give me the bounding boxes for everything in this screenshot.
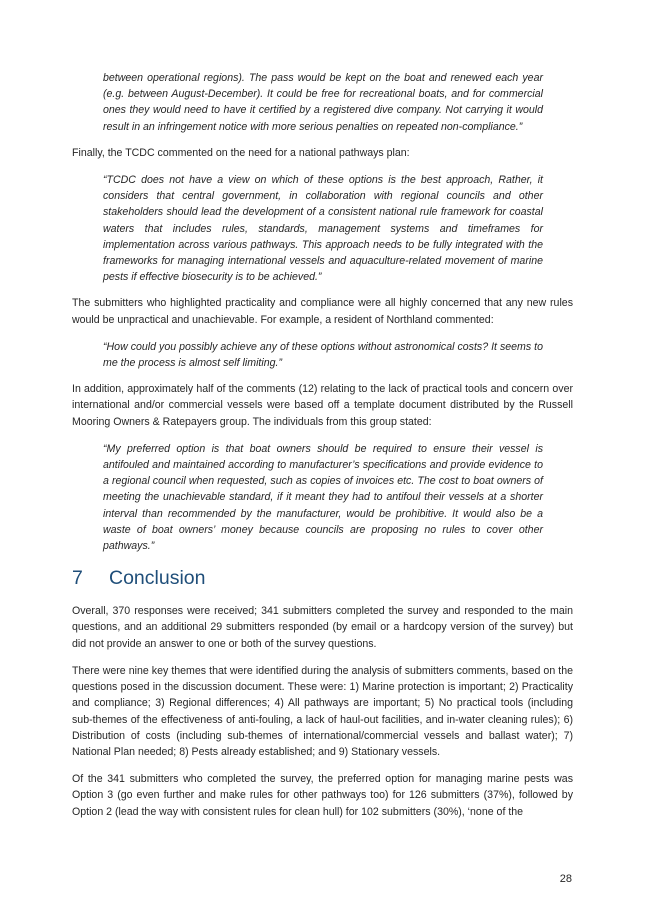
document-page bbox=[72, 70, 573, 831]
paragraph-key-themes: There were nine key themes that were identified during the analysis of submitters comments, based on the questions posed in the discussion document. These were: 1) Marine protection is important; 2) Practicality and compliance; 3) Regional differences; 4) All pathways are important; 5) No practical tools (including sub-themes of the effectiveness of anti-fouling, a lack of haul-out facilities, and in-water cleaning rules); 6) Distribution of costs (including sub-themes of international/commercial vessels and ballast water); 7) National Plan needed; 8) Pests already established; and 9) Stationary vessels. bbox=[72, 664, 573, 758]
paragraph-practicality: The submitters who highlighted practicality and compliance were all highly concerned that any new rules would be unpractical and unachievable. For example, a resident of Northland commented: bbox=[72, 297, 573, 326]
section-title: Conclusion bbox=[109, 567, 206, 590]
paragraph-tcdc-intro: Finally, the TCDC commented on the need for a national pathways plan: bbox=[72, 146, 410, 159]
section-heading-conclusion bbox=[72, 566, 573, 590]
paragraph-russell-mooring: In addition, approximately half of the comments (12) relating to the lack of practical tools and concern over international and/or commercial vessels were based off a template document distributed by the Russell Mooring Owners & Ratepayers group. The individuals from this group stated: bbox=[72, 383, 573, 428]
quote-russell-mooring: “My preferred option is that boat owners should be required to ensure their vessel is antifouled and maintained according to manufacturer’s specifications and provide evidence to a regional council when requested, such as copies of invoices etc. The cost to boat owners of meeting the unachievable standard, if it meant they had to antifoul their vessels at a shorter interval than recommended by the manufacturer, would be prohibitive. It would also be a waste of boat owners’ money because councils are proposing no rules to cover other pathways.” bbox=[103, 442, 543, 553]
paragraph-preferred-option: Of the 341 submitters who completed the survey, the preferred option for managing marine pests was Option 3 (go even further and make rules for other pathways too) for 126 submitters (37%), followed by Option 2 (lead the way with consistent rules for clean hull) for 102 submitters (30%), ‘none of the bbox=[72, 773, 573, 818]
quote-dive-pass: between operational regions). The pass would be kept on the boat and renewed each year (e.g. between August-December). It could be free for recreational boats, and for commercial ones they would need to have it certified by a registered dive company. Not carrying it would result in an infringement notice with more serious penalties on repeated non-compliance.” bbox=[103, 72, 543, 133]
page-number: 28 bbox=[559, 873, 572, 885]
paragraph-responses-overall: Overall, 370 responses were received; 341 submitters completed the survey and responded to the main questions, and an additional 29 submitters responded (by email or a hardcopy version of the survey) but did not provide an answer to one or both of the survey questions. bbox=[72, 605, 573, 650]
quote-tcdc: “TCDC does not have a view on which of these options is the best approach, Rather, it considers that central government, in collaboration with regional councils and other stakeholders should lead the development of a consistent national rule framework for coastal waters that includes rules, standards, management systems and timeframes for implementation across various pathways. This approach needs to be fully integrated with the frameworks for managing international vessels and aquaculture-related movement of marine pests if effective biosecurity is to be achieved.” bbox=[103, 174, 543, 284]
quote-northland-resident: “How could you possibly achieve any of these options without astronomical costs? It seems to me the process is almost self limiting.” bbox=[103, 340, 543, 370]
section-number: 7 bbox=[72, 567, 83, 590]
